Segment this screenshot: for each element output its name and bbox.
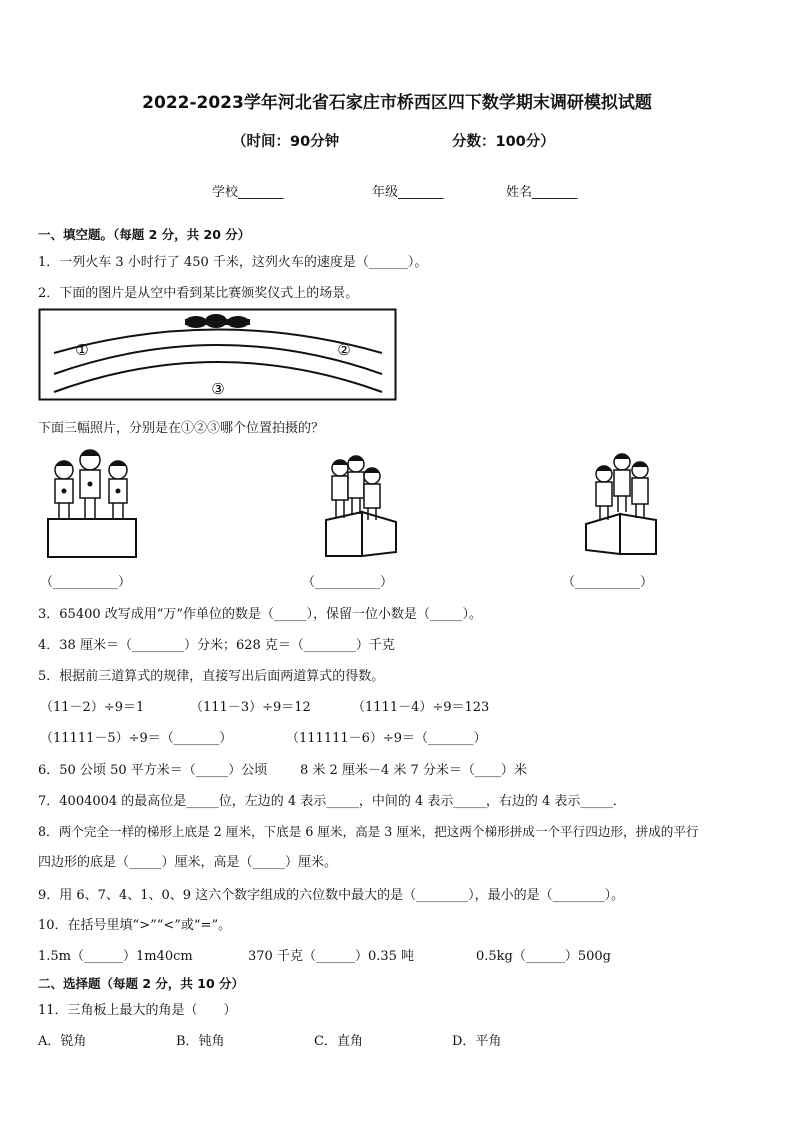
podium-photo-2 xyxy=(322,452,402,560)
photo-1-answer[interactable]: （__________） xyxy=(40,575,132,590)
section1-heading: 一、填空题。（每题 2 分，共 20 分） xyxy=(38,227,251,242)
option-a[interactable]: A．锐角 xyxy=(38,1034,87,1049)
q10-compare-c[interactable]: 0.5kg（______）500g xyxy=(476,949,612,964)
question-9: 9．用 6、7、4、1、0、9 这六个数字组成的六位数中最大的是（________），最小的是（________）。 xyxy=(38,888,625,903)
q10-compare-b[interactable]: 370 千克（______）0.35 吨 xyxy=(248,949,415,964)
position-label-2: ② xyxy=(337,341,351,359)
question-8-line-2: 四边形的底是（_____）厘米，高是（_____）厘米。 xyxy=(38,855,338,870)
podium-photo-3 xyxy=(582,450,662,558)
option-c[interactable]: C．直角 xyxy=(314,1034,363,1049)
question-5: 5．根据前三道算式的规律，直接写出后面两道算式的得数。 xyxy=(38,669,385,684)
q10-compare-a[interactable]: 1.5m（______）1m40cm xyxy=(38,949,193,964)
q5-equation-3: （1111－4）÷9＝123 xyxy=(352,700,490,715)
question-3: 3．65400 改写成用“万”作单位的数是（_____），保留一位小数是（_____）。 xyxy=(38,607,483,622)
q5-equation-4[interactable]: （11111－5）÷9＝（_______） xyxy=(40,731,233,746)
question-2: 2．下面的图片是从空中看到某比赛颁奖仪式上的场景。 xyxy=(38,286,359,301)
exam-time: （时间：90分钟 xyxy=(232,134,340,150)
page-title: 2022-2023学年河北省石家庄市桥西区四下数学期末调研模拟试题 xyxy=(142,93,652,113)
question-10: 10．在括号里填“>”“<”或“=”。 xyxy=(38,918,232,933)
position-label-1: ① xyxy=(75,341,89,359)
position-label-3: ③ xyxy=(211,380,225,398)
question-2-follow: 下面三幅照片，分别是在①②③哪个位置拍摄的？ xyxy=(38,421,325,436)
photo-2-answer[interactable]: （__________） xyxy=(302,575,394,590)
q5-equation-2: （111－3）÷9＝12 xyxy=(190,700,311,715)
question-6a: 6．50 公顷 50 平方米＝（_____）公顷 xyxy=(38,763,268,778)
podium-photo-1 xyxy=(40,444,144,562)
option-d[interactable]: D．平角 xyxy=(452,1034,502,1049)
exam-score: 分数：100分） xyxy=(452,134,555,150)
aerial-view-diagram xyxy=(38,308,398,402)
question-11: 11．三角板上最大的角是（ ） xyxy=(38,1003,237,1018)
grade-field[interactable]: 年级_______ xyxy=(372,185,444,200)
q5-equation-5[interactable]: （111111－6）÷9＝（_______） xyxy=(286,731,487,746)
school-field[interactable]: 学校_______ xyxy=(212,185,284,200)
photo-3-answer[interactable]: （__________） xyxy=(562,575,654,590)
option-b[interactable]: B．钝角 xyxy=(176,1034,225,1049)
question-8-line-1: 8．两个完全一样的梯形上底是 2 厘米，下底是 6 厘米，高是 3 厘米，把这两个梯形拼成一个平行四边形，拼成的平行 xyxy=(38,824,699,839)
question-7: 7．4004004 的最高位是_____位，左边的 4 表示_____，中间的 4 表示_____，右边的 4 表示_____． xyxy=(38,794,626,809)
question-1: 1．一列火车 3 小时行了 450 千米，这列火车的速度是（______）。 xyxy=(38,255,428,270)
name-field[interactable]: 姓名_______ xyxy=(506,185,578,200)
question-4: 4．38 厘米＝（________）分米；628 克＝（________）千克 xyxy=(38,638,395,653)
q5-equation-1: （11－2）÷9＝1 xyxy=(40,700,145,715)
section2-heading: 二、选择题（每题 2 分，共 10 分） xyxy=(38,976,245,991)
question-6b: 8 米 2 厘米－4 米 7 分米＝（____）米 xyxy=(300,763,527,778)
